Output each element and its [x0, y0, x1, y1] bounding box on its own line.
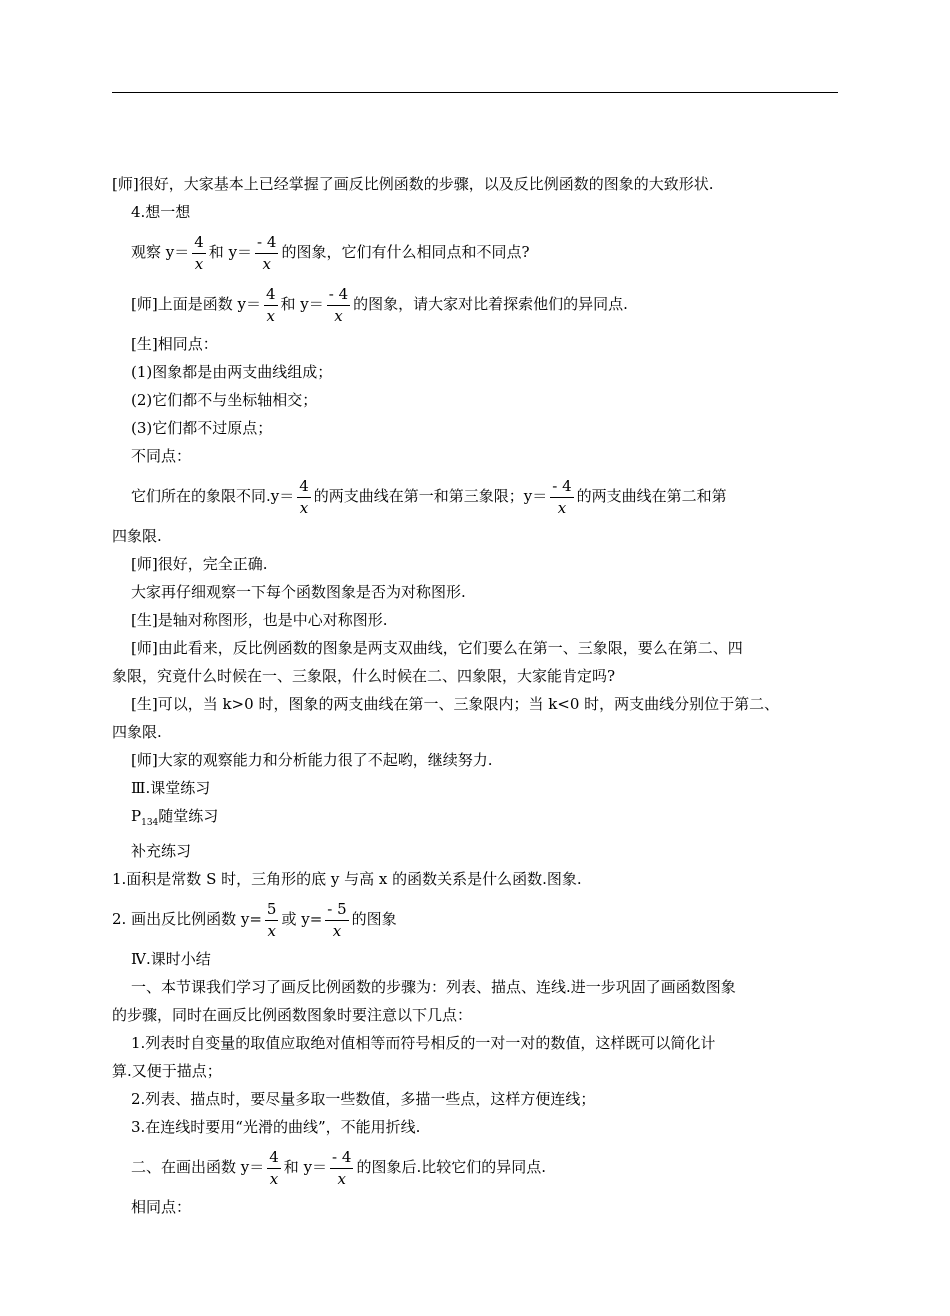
header-rule	[112, 92, 838, 93]
fraction: $\frac{4}{x}$	[299, 476, 309, 517]
document-body	[112, 170, 838, 1221]
section-heading: Ⅲ.课堂练习	[131, 779, 211, 797]
text-line: 算.又便于描点；	[112, 1062, 222, 1080]
text-line: 一、本节课我们学习了画反比例函数的步骤为：列表、描点、连线.进一步巩固了画函数图象	[131, 978, 736, 996]
text-line: 补充练习	[131, 842, 192, 860]
text-line: (2)它们都不与坐标轴相交；	[131, 391, 318, 409]
fraction: $\frac{- 4}{x}$	[332, 1147, 352, 1188]
section-heading: 4.想一想	[131, 203, 191, 221]
text-line: 1.列表时自变量的取值应取绝对值相等而符号相反的一对一对的数值，这样既可以简化计	[131, 1034, 716, 1052]
text-line: [师]上面是函数 y＝ $\frac{4}{x}$ 和 y＝ $\frac{- 4}{x}$ 的图象，请大家对比着探索他们的异同点.	[131, 284, 628, 325]
text-line: 不同点：	[131, 447, 192, 465]
text-line: 象限，究竟什么时候在一、三象限，什么时候在二、四象限，大家能肯定吗?	[112, 667, 616, 685]
text-line: [生]相同点：	[131, 335, 218, 353]
text-line: 2.列表、描点时，要尽量多取一些数值，多描一些点，这样方便连线；	[131, 1090, 596, 1108]
fraction: $\frac{4}{x}$	[265, 284, 276, 325]
text-line: 四象限.	[112, 723, 162, 741]
fraction: $\frac{- 4}{x}$	[257, 232, 277, 273]
text-line: [生]是轴对称图形，也是中心对称图形.	[131, 611, 388, 629]
text-line: (1)图象都是由两支曲线组成；	[131, 363, 333, 381]
text-line: 2. 画出反比例函数 y= $\frac{5}{x}$ 或 y= $\frac{- 5}{x}$ 的图象	[112, 899, 397, 940]
fraction: $\frac{4}{x}$	[269, 1147, 279, 1188]
fraction: $\frac{- 5}{x}$	[327, 899, 347, 940]
text-line: 二、在画出函数 y＝ $\frac{4}{x}$ 和 y＝ $\frac{- 4}{x}$ 的图象后.比较它们的异同点.	[131, 1147, 546, 1188]
text-line: [师]很好，完全正确.	[131, 555, 268, 573]
fraction: $\frac{- 4}{x}$	[552, 476, 572, 517]
text-line: [师]大家的观察能力和分析能力很了不起哟，继续努力.	[131, 751, 493, 769]
text-line: (3)它们都不过原点；	[131, 419, 273, 437]
text-line: 它们所在的象限不同.y＝ $\frac{4}{x}$ 的两支曲线在第一和第三象限；y＝ $\frac{- 4}{x}$ 的两支曲线在第二和第	[131, 476, 727, 517]
section-heading: Ⅳ.课时小结	[131, 950, 211, 968]
text-line: 观察 y＝ $\frac{4}{x}$ 和 y＝ $\frac{- 4}{x}$ 的图象，它们有什么相同点和不同点?	[131, 232, 530, 273]
text-line: 1.面积是常数 S 时，三角形的底 y 与高 x 的函数关系是什么函数.图象.	[112, 870, 582, 888]
fraction: $\frac{4}{x}$	[194, 232, 204, 273]
fraction: $\frac{5}{x}$	[266, 899, 277, 940]
text-line: 相同点：	[131, 1198, 192, 1216]
text-line: 3.在连线时要用“光滑的曲线”，不能用折线.	[131, 1118, 421, 1136]
text-line: 四象限.	[112, 527, 162, 545]
text-line: 大家再仔细观察一下每个函数图象是否为对称图形.	[131, 583, 466, 601]
text-line: [师]很好，大家基本上已经掌握了画反比例函数的步骤，以及反比例函数的图象的大致形状.	[112, 175, 714, 193]
text-line: $P_{134}$随堂练习	[131, 807, 219, 828]
text-line: [师]由此看来，反比例函数的图象是两支双曲线，它们要么在第一、三象限，要么在第二、四	[131, 639, 743, 657]
text-line: [生]可以，当 k>0 时，图象的两支曲线在第一、三象限内；当 k<0 时，两支曲线分别位于第二、	[131, 695, 780, 713]
fraction: $\frac{- 4}{x}$	[328, 284, 349, 325]
text-line: 的步骤，同时在画反比例函数图象时要注意以下几点：	[112, 1006, 473, 1024]
